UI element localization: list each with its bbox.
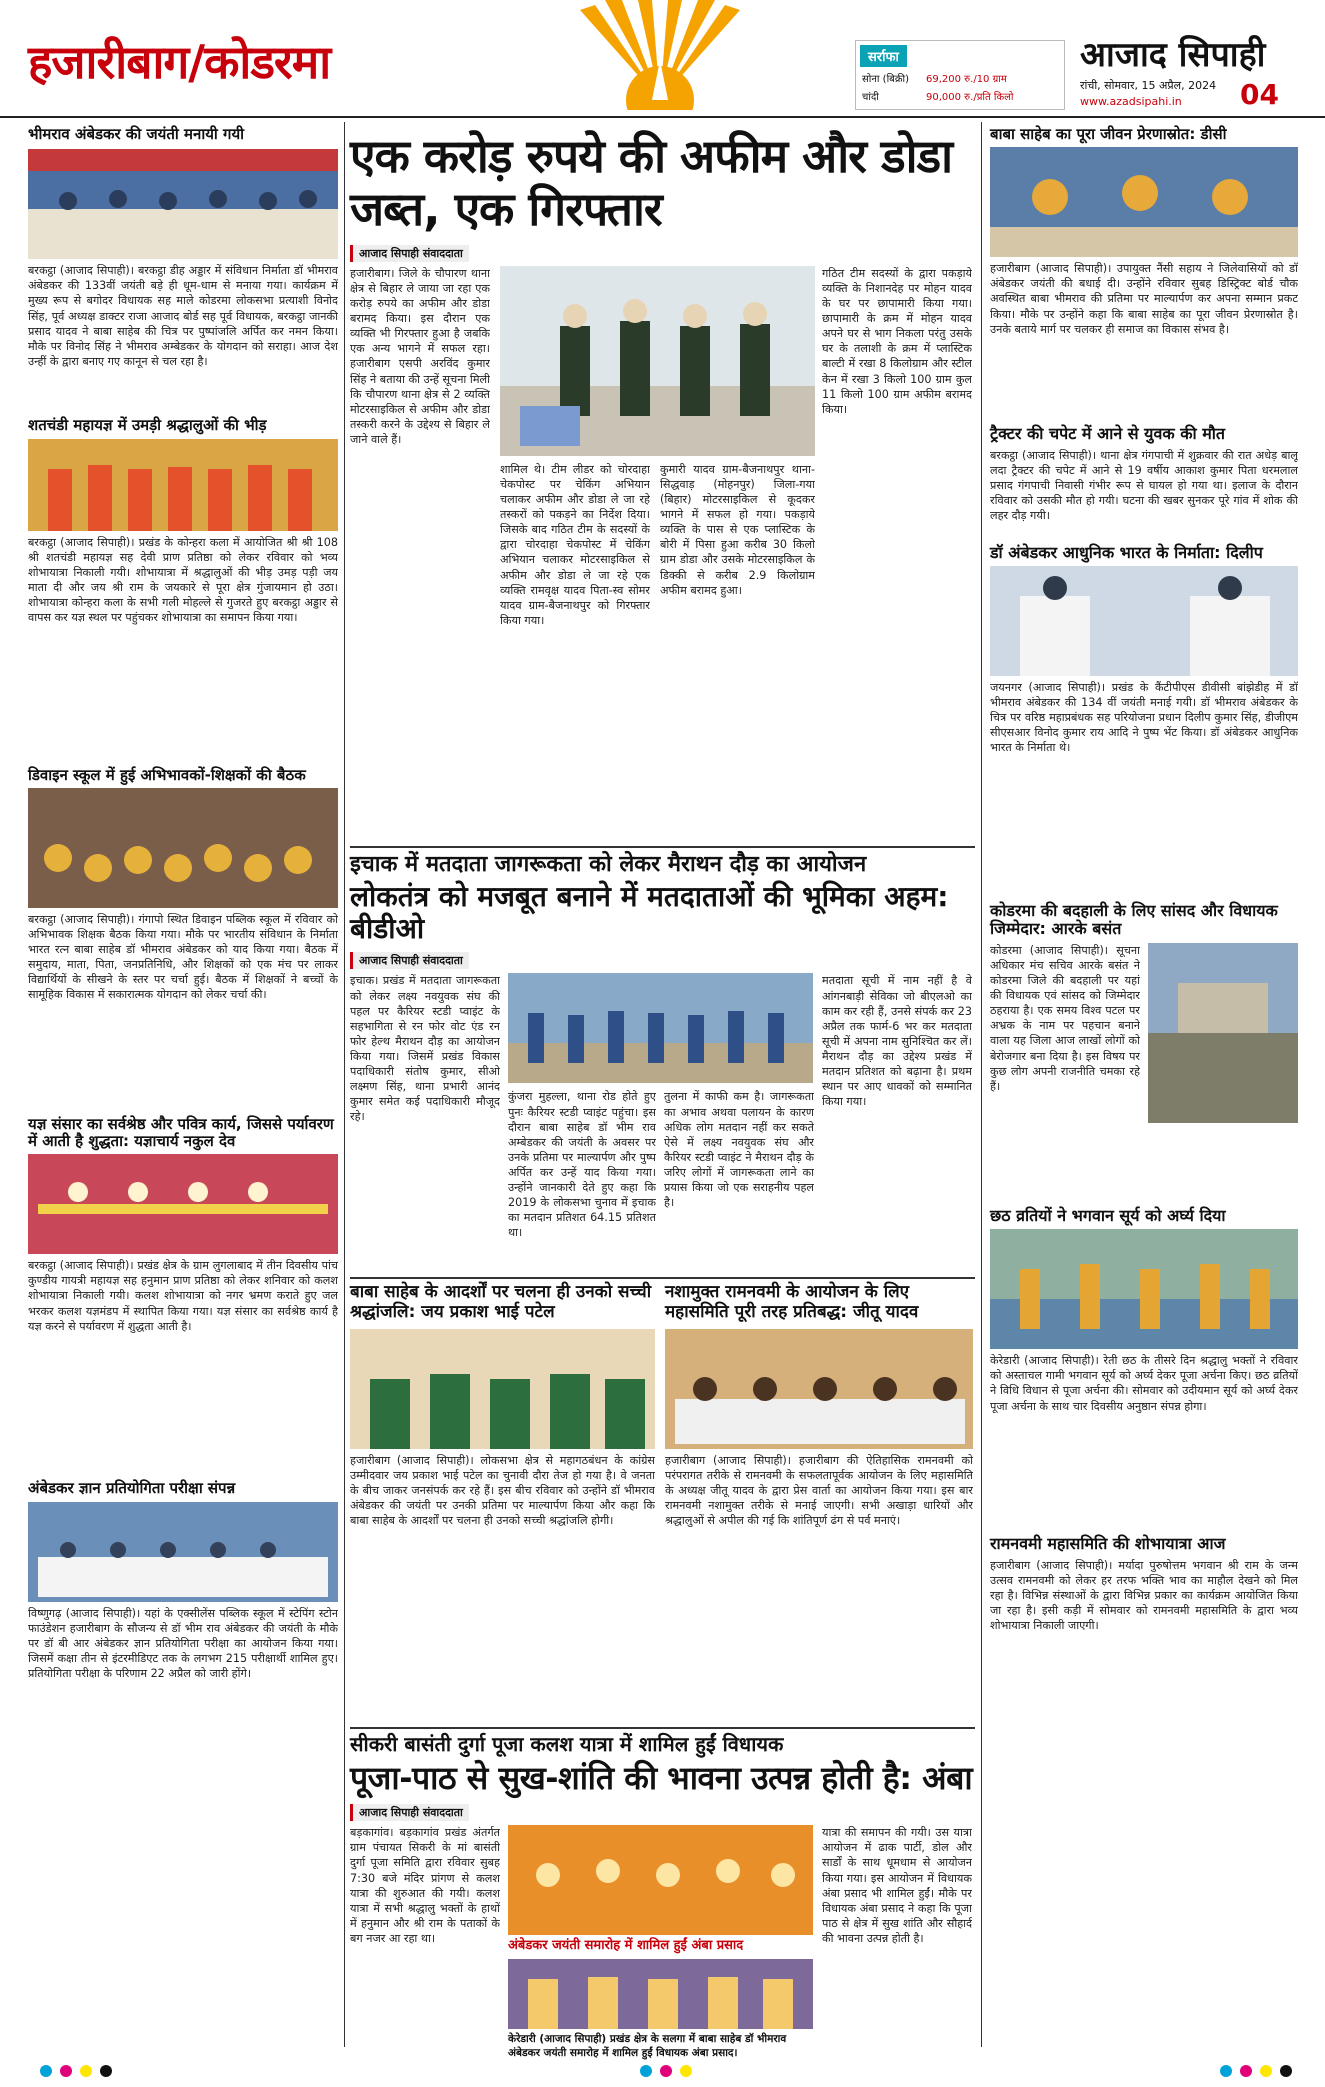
story-body: शामिल थे। टीम लीडर को चोरदाहा चेकपोस्ट पर चेकिंग अभियान चलाकर अफीम और डोडा ले जा रहे तस्करों को पकड़ने का निर्देश दिया। जिसके बाद गठित टीम के सदस्यों के द्वारा चोरदाहा चेकपोस्ट में चेकिंग अभियान चलाकर मोटरसाइकिल से अफीम और डोडा ले जा रहे एक व्यक्ति रामवृक्ष यादव पिता-स्व सोमर यादव ग्राम-बैजनाथपुर को गिरफ्तार किया गया। [500, 462, 650, 627]
story-photo [350, 1329, 655, 1449]
story-body: बरकट्ठा (आजाद सिपाही)। गंगापो स्थित डिवाइन पब्लिक स्कूल में रविवार को अभिभावक शिक्षक बैठक किया गया। मौके पर भारतीय संविधान के निर्माता भारत रत्न बाबा साहेब डॉ भीमराव अंबेडकर को याद किया गया। बैठक में समुदाय, माता, पिता, जनप्रतिनिधि, और शिक्षकों को एक मंच पर लाकर विद्यार्थियों के सीखने के स्तर पर चर्चा हुई। बैठक में शिक्षकों ने बच्चों के सामूहिक विकास में सकारात्मक योगदान को लेकर चर्चा की। [28, 912, 338, 1002]
photo-caption-title: अंबेडकर जयंती समारोह में शामिल हुईं अंबा प्रसाद [508, 1938, 744, 1954]
story-photo [28, 1154, 338, 1254]
cyan-dot-icon [1220, 2065, 1232, 2077]
section-kicker: इचाक में मतदाता जागरूकता को लेकर मैराथन दौड़ का आयोजन [350, 846, 975, 877]
kodarma-story-block [990, 943, 1298, 1203]
left-column [28, 120, 338, 1766]
silver-label: चांदी [862, 92, 879, 103]
page-number: 04 [1240, 78, 1279, 111]
story-title: भीमराव अंबेडकर की जयंती मनायी गयी [28, 125, 245, 143]
print-registration-strip [0, 2055, 1325, 2087]
story-title: कोडरमा की बदहाली के लिए सांसद और विधायक जिम्मेदार: आरके बसंत [990, 901, 1278, 939]
story-body: केरेडारी (आजाद सिपाही)। रेती छठ के तीसरे दिन श्रद्धालु भक्तों ने रविवार को अस्ताचल गामी भगवान सूर्य को अर्घ्य देकर पूजा अर्चना किए। छठ व्रतियों ने विधि विधान से पूजा अर्चना की। सोमवार को उदीयमान सूर्य को अर्घ्य देकर पूजा अर्चना के साथ चार दिवसीय अनुष्ठान संपन्न होगा। [990, 1354, 1298, 1413]
yellow-dot-icon [1260, 2065, 1272, 2077]
gold-value: 69,200 रु./10 ग्राम [926, 74, 1007, 85]
ambedkar-story [350, 1283, 655, 1700]
column-rule [981, 122, 982, 2047]
story-body: कुंजरा मुहल्ला, थाना रोड होते हुए पुनः कैरियर स्टडी प्वाइंट पहुंचा। इस दौरान बाबा साहेब डॉ भीम राव अम्बेडकर की जयंती के अवसर पर उनके प्रतिमा पर माल्यार्पण और पुष्प अर्पित कर उन्हें याद किया गया। उन्होंने जानकारी देते हुए कहा कि 2019 के लोकसभा चुनाव में इचाक का मतदान प्रतिशत 64.15 प्रतिशत था। [508, 1090, 656, 1240]
center-column [350, 120, 975, 2087]
story-body: विष्णुगढ़ (आजाद सिपाही)। यहां के एक्सीलेंस पब्लिक स्कूल में स्टेपिंग स्टोन फाउंडेशन हजारीबाग के सौजन्य से डॉ भीम राव अंबेडकर की जयंती के मौके पर डॉ बी आर अंबेडकर ज्ञान प्रतियोगिता परीक्षा का आयोजन किया गया। जिसमें कक्षा तीन से इंटरमीडिएट तक के लगभग 215 परीक्षार्थी शामिल हुए। प्रतियोगिता परीक्षा के परिणाम 22 अप्रैल को जारी होंगे। [28, 1606, 338, 1680]
photo-caption: केरेडारी (आजाद सिपाही) प्रखंड क्षेत्र के सलगा में बाबा साहेब डॉ भीमराव अंबेडकर जयंती समारोह में शामिल हुईं विधायक अंबा प्रसाद। [508, 2033, 787, 2059]
dateline: रांची, सोमवार, 15 अप्रैल, 2024 [1080, 79, 1217, 92]
cyan-dot-icon [40, 2065, 52, 2077]
story-headline: बाबा साहेब के आदर्शों पर चलना ही उनको सच्ची श्रद्धांजलि: जय प्रकाश भाई पटेल [350, 1282, 652, 1322]
story-title: ट्रैक्टर की चपेट में आने से युवक की मौत [990, 424, 1226, 444]
story-photo [28, 1502, 338, 1602]
paper-name: आजाद सिपाही [1080, 35, 1266, 75]
byline: आजाद सिपाही संवाददाता [350, 1804, 469, 1821]
two-story-row [350, 1277, 975, 1727]
story-title: डिवाइन स्कूल में हुई अभिभावकों-शिक्षकों की बैठक [28, 765, 306, 784]
story-body: जयनगर (आजाद सिपाही)। प्रखंड के कैंटीपीएस डीवीसी बांझेडीह में डॉ भीमराव अंबेडकर की 134 वीं जयंती मनाई गयी। डॉ भीमराव अंबेडकर के चित्र पर वरिष्ठ महाप्रबंधक सह परियोजना प्रधान दिलीप कुमार सिंह, डीजीएम सीएसआर विनोद कुमार राय आदि ने पुष्प भेंट किया। डॉ अंबेडकर आधुनिक भारत के निर्माता थे। [990, 681, 1298, 755]
story-title: रामनवमी महासमिति की शोभायात्रा आज [990, 1534, 1226, 1554]
lead-headline: एक करोड़ रुपये की अफीम और डोडा जब्त, एक गिरफ्तार [350, 129, 953, 236]
magenta-dot-icon [660, 2065, 672, 2077]
yellow-dot-icon [80, 2065, 92, 2077]
magenta-dot-icon [1240, 2065, 1252, 2077]
story-body: बरकट्ठा (आजाद सिपाही)। थाना क्षेत्र गंगपाची में शुक्रवार की रात अधेड़ बालू लदा ट्रैक्टर की चपेट में आने से 19 वर्षीय आकाश कुमार पिता धरमलाल प्रसाद गंगपाची निवासी गंभीर रूप से घायल हो गया था। इलाज के दौरान रविवार को उसकी मौत हो गयी। घटना की खबर सुनकर पूरे गांव में शोक की लहर दौड़ गयी। [990, 448, 1298, 523]
story-photo [28, 439, 338, 531]
story-photo [990, 147, 1298, 257]
story-body: बरकट्ठा (आजाद सिपाही)। प्रखंड के कोन्हरा कला में आयोजित श्री श्री 108 श्री शतचंडी महायज्ञ सह देवी प्राण प्रतिष्ठा को लेकर रविवार को भव्य शोभायात्रा निकाली गयी। शोभायात्रा में श्रद्धालुओं की भीड़ उमड़ पड़ी जय माता दी और जय श्री राम के जयकारे से पूरा क्षेत्र गुंजायमान हो उठा। शोभायात्रा कोन्हरा कला के सभी गली मोहल्ले से गुजरते हुए बरकट्ठा अड्डार से वापस कर यज्ञ स्थल पर पहुंचकर शोभायात्रा का समापन किया गया। [28, 535, 338, 625]
ramnavami-story [665, 1283, 973, 1700]
story-photo [508, 1825, 813, 1935]
story-photo [990, 566, 1298, 676]
story-photo [28, 788, 338, 908]
story-body: बड़कागांव। बड़कागांव प्रखंड अंतर्गत ग्राम पंचायत सिकरी के मां बासंती दुर्गा पूजा समिति द्वारा रविवार सुबह 7:30 बजे मंदिर प्रांगण से कलश यात्रा की शुरुआत की गयी। कलश यात्रा में सभी श्रद्धालु भक्तों के हाथों में हनुमान और श्री राम के पताकों के बग नजर आ रहा था। [350, 1826, 500, 1946]
byline: आजाद सिपाही संवाददाता [350, 952, 469, 969]
byline: आजाद सिपाही संवाददाता [350, 245, 469, 262]
region-title: हजारीबाग/कोडरमा [28, 35, 331, 89]
story-photo [990, 1229, 1298, 1349]
story-photo [28, 149, 338, 259]
seizure-photo [500, 266, 815, 456]
column-rule [344, 122, 345, 2047]
right-column [990, 120, 1298, 1738]
story-body: हजारीबाग (आजाद सिपाही)। लोकसभा क्षेत्र से महागठबंधन के कांग्रेस उम्मीदवार जय प्रकाश भाई पटेल का चुनावी दौरा तेज हो गया है। वे जनता के बीच जाकर जनसंपर्क कर रहे हैं। इस बीच रविवार को उन्होंने डॉ भीमराव अंबेडकर की जयंती पर उनकी प्रतिमा पर माल्यार्पण किया और कहा कि बाबा साहेब के आदर्शों पर चलना ही उनको सच्ची श्रद्धांजलि होगी। [350, 1453, 655, 1527]
lead-story-block [350, 266, 975, 846]
silver-value: 90,000 रु./प्रति किलो [926, 92, 1014, 103]
story-title: बाबा साहेब का पूरा जीवन प्रेरणास्रोत: डीसी [990, 125, 1227, 143]
sun-emblem-icon [560, 0, 760, 110]
story-headline: नशामुक्त रामनवमी के आयोजन के लिए महासमिति पूरी तरह प्रतिबद्ध: जीतू यादव [665, 1282, 919, 1322]
story-photo [1148, 943, 1298, 1123]
yellow-dot-icon [680, 2065, 692, 2077]
marathon-story-block [350, 973, 975, 1273]
gold-label: सोना (बिक्री) [862, 74, 910, 85]
story-body: कोडरमा (आजाद सिपाही)। सूचना अधिकार मंच सचिव आरके बसंत ने कोडरमा जिले की बदहाली पर यहां की विधायक एवं सांसद को जिम्मेदार ठहराया है। एक समय विश्व पटल पर अभ्रक के नाम पर पहचान बनाने वाला यह जिला आज लाखों लोगों को बेरोजगार बना दिया है। इस विषय पर कुछ लोग अपनी राजनीति चमका रहे हैं। [990, 943, 1140, 1093]
story-headline: पूजा-पाठ से सुख-शांति की भावना उत्पन्न होती है: अंबा [350, 1759, 973, 1798]
sarafa-label: सर्राफा [860, 45, 907, 67]
story-body: तुलना में काफी कम है। जागरूकता का अभाव अथवा पलायन के कारण अधिक लोग मतदान नहीं कर सकते ऐसे में लक्ष्य नवयुवक संघ और कैरियर स्टडी प्वाइंट ने मैराथन दौड़ के जरिए लोगों में जागरूकता लाने का प्रयास किया जो एक सराहनीय पहल है। [664, 1090, 814, 1210]
black-dot-icon [100, 2065, 112, 2077]
story-title: डॉ अंबेडकर आधुनिक भारत के निर्माता: दिलीप [990, 542, 1263, 562]
black-dot-icon [1280, 2065, 1292, 2077]
story-title: छठ व्रतियों ने भगवान सूर्य को अर्घ्य दिया [990, 1205, 1226, 1225]
section-kicker: सीकरी बासंती दुर्गा पूजा कलश यात्रा में शामिल हुईं विधायक [350, 1727, 975, 1756]
website-link[interactable]: www.azadsipahi.in [1080, 95, 1182, 108]
sikri-story-block [350, 1825, 975, 2087]
story-photo [665, 1329, 973, 1449]
marathon-photo [508, 973, 813, 1083]
masthead-header [0, 0, 1325, 118]
story-body: कुमारी यादव ग्राम-बैजनाथपुर थाना-सिद्धवाड़ (मोहनपुर) जिला-गया (बिहार) मोटरसाइकिल से कूदकर भागने में सफल हो गया। पकड़ाये व्यक्ति के पास से एक प्लास्टिक के बोरी में पिसा हुआ करीब 30 किलो ग्राम डोडा और उसके मोटरसाइकिल के डिक्की से करीब 2.9 किलोग्राम अफीम बरामद हुआ। [660, 462, 815, 597]
story-body: गठित टीम सदस्यों के द्वारा पकड़ाये व्यक्ति के निशानदेह पर मोहन यादव के घर पर छापामारी किया गया। छापामारी के क्रम में मोहन यादव अपने घर से भाग निकला परंतु उसके घर के तलाशी के क्रम में प्लास्टिक बाल्टी में रखा 8 किलोग्राम और स्टील केन में रखा 3 किलो 100 ग्राम कुल 11 किलो 100 ग्राम अफीम बरामद किया। [822, 266, 972, 416]
story-body: हजारीबाग (आजाद सिपाही)। हजारीबाग की ऐतिहासिक रामनवमी को परंपरागत तरीके से रामनवमी के सफलतापूर्वक आयोजन के लिए महासमिति के अध्यक्ष जीतू यादव के द्वारा प्रेस वार्ता का आयोजन किया गया। इस बार रामनवमी नशामुक्त तरीके से मनाई जाएगी। सभी अखाड़ा धारियों और श्रद्धालुओं से अपील की गई कि शांतिपूर्ण ढंग से पर्व मनाएं। [665, 1453, 973, 1527]
bullion-rates-box [855, 40, 1065, 110]
story-title: अंबेडकर ज्ञान प्रतियोगिता परीक्षा संपन्न [28, 1479, 236, 1498]
magenta-dot-icon [60, 2065, 72, 2077]
story-body: मतदाता सूची में नाम नहीं है वे आंगनबाड़ी सेविका जो बीएलओ का काम कर रही हैं, उनसे संपर्क कर 23 अप्रैल तक फार्म-6 भर कर मतदाता सूची में अपना नाम सुनिश्चित कर लें। मैराथन दौड़ का उद्देश्य प्रखंड में मतदान प्रतिशत को बढ़ाना है। प्रथम स्थान पर आए धावकों को सम्मानित किया गया। [822, 974, 972, 1109]
story-photo [508, 1959, 813, 2029]
story-title: यज्ञ संसार का सर्वश्रेष्ठ और पवित्र कार्य, जिससे पर्यावरण में आती है शुद्धता: यज्ञाचार्य नकुल देव [28, 1114, 334, 1150]
cyan-dot-icon [640, 2065, 652, 2077]
story-body: हजारीबाग (आजाद सिपाही)। मर्यादा पुरुषोत्तम भगवान श्री राम के जन्म उत्सव रामनवमी को लेकर हर तरफ भक्ति भाव का माहौल देखने को मिल रहा है। विभिन्न संस्थाओं के द्वारा विभिन्न प्रकार का कार्यक्रम आयोजित किया जा रहा है। इसी कड़ी में सोमवार को रामनवमी महासमिति के द्वारा भव्य शोभायात्रा निकाली जाएगी। [990, 1558, 1298, 1633]
story-title: शतचंडी महायज्ञ में उमड़ी श्रद्धालुओं की भीड़ [28, 416, 267, 435]
story-body: हजारीबाग। जिले के चौपारण थाना क्षेत्र से बिहार ले जाया जा रहा एक करोड़ रुपये का अफीम और डोडा बरामद किया। इस दौरान एक व्यक्ति भी गिरफ्तार हुआ है जबकि एक अन्य भागने में सफल रहा। हजारीबाग एसपी अरविंद कुमार सिंह ने बताया की उन्हें सूचना मिली कि चौपारण थाना क्षेत्र से 2 व्यक्ति मोटरसाइकिल से अफीम और डोडा तस्करी करने के उद्देश्य से बिहार ले जाने वाले हैं। [350, 266, 490, 446]
story-body: बरकट्ठा (आजाद सिपाही)। बरकट्ठा डीह अड्डार में संविधान निर्माता डॉ भीमराव अंबेडकर की 133वीं जयंती बड़े ही धूम-धाम से मनाया गया। कार्यक्रम में मुख्य रूप से बगोदर विधायक सह माले कोडरमा लोकसभा प्रत्याशी विनोद सिंह, पूर्व अध्यक्ष डाक्टर राजा आजाद बोर्ड सह पूर्व विधायक, बरकट्ठा जानकी प्रसाद यादव ने बाबा साहेब की चित्र पर पुष्पांजलि अर्पित कर नमन किया। मौके पर विनोद सिंह ने भीमराव अम्बेडकर के योगदान को सराहा। आज देश उन्हीं के द्वारा बनाए गए कानून से चल रहा है। [28, 264, 338, 368]
story-body: हजारीबाग (आजाद सिपाही)। उपायुक्त नैंसी सहाय ने जिलेवासियों को डॉ अंबेडकर जयंती की बधाई दी। उन्होंने रविवार सुबह डिस्ट्रिक्ट बोर्ड चौक अवस्थित बाबा भीमराव की प्रतिमा पर माल्यार्पण कर अपना सम्मान प्रकट किया। मौके पर उन्होंने कहा कि बाबा साहेब का पूरा जीवन प्रेरणास्रोत है। उनके बताये मार्ग पर चलकर ही समाज का विकास संभव है। [990, 262, 1298, 336]
story-headline: लोकतंत्र को मजबूत बनाने में मतदाताओं की भूमिका अहम: बीडीओ [350, 880, 949, 946]
story-body: इचाक। प्रखंड में मतदाता जागरूकता को लेकर लक्ष्य नवयुवक संघ की पहल पर कैरियर स्टडी प्वाइंट के सहभागिता से रन फोर वोट एंड रन फोर हेल्थ मैराथन दौड़ का आयोजन किया गया। जिसमें प्रखंड विकास पदाधिकारी संतोष कुमार, सीओ लक्ष्मण सिंह, थाना प्रभारी आनंद कुमार समेत कई पदाधिकारी मौजूद रहे। [350, 974, 500, 1124]
story-body: यात्रा की समापन की गयी। उस यात्रा आयोजन में ढाक पार्टी, डोल और सार्डों के साथ धूमधाम से आयोजन किया गया। इस आयोजन में विधायक अंबा प्रसाद भी शामिल हुईं। मौके पर विधायक अंबा प्रसाद ने कहा कि पूजा पाठ से क्षेत्र में सुख शांति और सौहार्द की भावना उत्पन्न होती है। [822, 1826, 972, 1946]
story-body: बरकट्ठा (आजाद सिपाही)। प्रखंड क्षेत्र के ग्राम लुगलाबाद में तीन दिवसीय पांच कुण्डीय गायत्री महायज्ञ सह हनुमान प्राण प्रतिष्ठा को लेकर शनिवार को कलश शोभायात्रा निकाली गयी। कलश शोभायात्रा को नगर भ्रमण कराते हुए जल भरकर कलश यज्ञमंडप में स्थापित किया गया। यज्ञ संसार का सर्वश्रेष्ठ कार्य है यज्ञ करने से पर्यावरण में शुद्धता आती है। [28, 1259, 338, 1333]
